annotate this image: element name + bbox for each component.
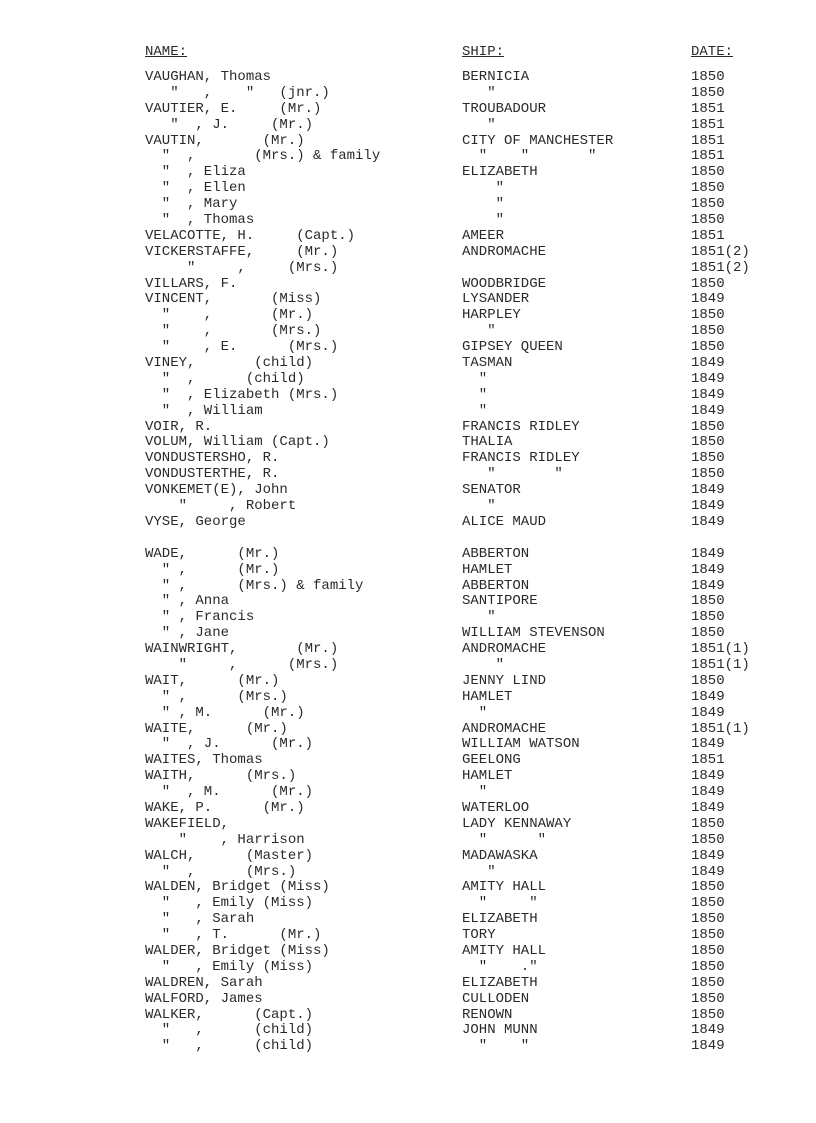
arrival-date: 1850 bbox=[691, 958, 725, 975]
passenger-name: " , J. (Mr.) bbox=[145, 116, 314, 133]
list-row bbox=[0, 594, 816, 610]
passenger-name: WALDEN, Bridget (Miss) bbox=[145, 879, 330, 896]
passenger-name: VICKERSTAFFE, (Mr.) bbox=[145, 243, 339, 260]
ship-name: " bbox=[462, 180, 505, 197]
passenger-name: " , M. (Mr.) bbox=[145, 784, 314, 801]
arrival-date: 1851 bbox=[691, 148, 725, 165]
passenger-name: " , Ellen bbox=[145, 180, 246, 197]
ship-name: CULLODEN bbox=[462, 990, 530, 1007]
passenger-name: " , Jane bbox=[145, 625, 230, 642]
passenger-name: WALCH, (Master) bbox=[145, 847, 314, 864]
passenger-name: VONKEMET(E), John bbox=[145, 482, 288, 499]
passenger-name: VOIR, R. bbox=[145, 418, 213, 435]
arrival-date: 1850 bbox=[691, 275, 725, 292]
arrival-date: 1850 bbox=[691, 339, 725, 356]
passenger-name: " , Robert bbox=[145, 498, 297, 515]
passenger-name: VAUGHAN, Thomas bbox=[145, 69, 272, 85]
arrival-date: 1849 bbox=[691, 847, 725, 864]
ship-name: " bbox=[462, 386, 488, 403]
arrival-date: 1851 bbox=[691, 752, 725, 769]
arrival-date: 1850 bbox=[691, 84, 725, 101]
passenger-name: WAINWRIGHT, (Mr.) bbox=[145, 641, 339, 658]
list-row bbox=[0, 690, 816, 706]
ship-name: ANDROMACHE bbox=[462, 641, 547, 658]
list-row bbox=[0, 435, 816, 451]
arrival-date: 1850 bbox=[691, 815, 725, 832]
ship-name: " " bbox=[462, 1038, 530, 1055]
list-row bbox=[0, 324, 816, 340]
list-row bbox=[0, 769, 816, 785]
passenger-name: " , Eliza bbox=[145, 164, 246, 181]
list-row bbox=[0, 706, 816, 722]
arrival-date: 1849 bbox=[691, 768, 725, 785]
ship-name: AMITY HALL bbox=[462, 942, 547, 959]
ship-name: MADAWASKA bbox=[462, 847, 538, 864]
ship-name: SANTIPORE bbox=[462, 593, 538, 610]
ship-name: THALIA bbox=[462, 434, 513, 451]
list-row bbox=[0, 213, 816, 229]
ship-name: SENATOR bbox=[462, 482, 521, 499]
list-row bbox=[0, 1008, 816, 1024]
ship-name: ANDROMACHE bbox=[462, 243, 547, 260]
ship-name: " " bbox=[462, 831, 547, 848]
passenger-name: " , (Mrs.) bbox=[145, 656, 339, 673]
passenger-name: " , William bbox=[145, 402, 263, 419]
ship-name: FRANCIS RIDLEY bbox=[462, 418, 580, 435]
arrival-date: 1851 bbox=[691, 116, 725, 133]
arrival-date: 1849 bbox=[691, 863, 725, 880]
ship-name: ABBERTON bbox=[462, 577, 530, 594]
ship-name: " bbox=[462, 116, 496, 133]
passenger-name: VAUTIER, E. (Mr.) bbox=[145, 100, 322, 117]
passenger-name: VOLUM, William (Capt.) bbox=[145, 434, 330, 451]
ship-name: " bbox=[462, 784, 488, 801]
list-row bbox=[0, 70, 816, 86]
list-row bbox=[0, 404, 816, 420]
arrival-date: 1851(2) bbox=[691, 259, 750, 276]
arrival-date: 1849 bbox=[691, 370, 725, 387]
arrival-date: 1849 bbox=[691, 402, 725, 419]
list-row bbox=[0, 1023, 816, 1039]
list-row bbox=[0, 261, 816, 277]
arrival-date: 1850 bbox=[691, 895, 725, 912]
list-row bbox=[0, 626, 816, 642]
list-row bbox=[0, 451, 816, 467]
list-row bbox=[0, 165, 816, 181]
column-headers bbox=[0, 44, 816, 62]
ship-name: RENOWN bbox=[462, 1006, 513, 1023]
list-row bbox=[0, 833, 816, 849]
ship-name: " bbox=[462, 609, 496, 626]
ship-name: HAMLET bbox=[462, 768, 513, 785]
arrival-date: 1850 bbox=[691, 69, 725, 85]
passenger-name: " , E. (Mrs.) bbox=[145, 339, 339, 356]
passenger-name: " , (Mrs.) bbox=[145, 259, 339, 276]
arrival-date: 1849 bbox=[691, 736, 725, 753]
list-row bbox=[0, 865, 816, 881]
passenger-name: WAITH, (Mrs.) bbox=[145, 768, 297, 785]
ship-name: " bbox=[462, 84, 496, 101]
list-row bbox=[0, 785, 816, 801]
ship-name: LYSANDER bbox=[462, 291, 530, 308]
passenger-name: WAITES, Thomas bbox=[145, 752, 263, 769]
passenger-name: WAKE, P. (Mr.) bbox=[145, 799, 305, 816]
passenger-name: " , (child) bbox=[145, 1022, 314, 1039]
arrival-date: 1849 bbox=[691, 498, 725, 515]
list-row bbox=[0, 118, 816, 134]
list-row bbox=[0, 896, 816, 912]
ship-name: LADY KENNAWAY bbox=[462, 815, 572, 832]
passenger-name: " , (Mr.) bbox=[145, 561, 280, 578]
passenger-list bbox=[0, 70, 816, 1055]
header-name: NAME: bbox=[145, 44, 188, 60]
list-row bbox=[0, 547, 816, 563]
ship-name: FRANCIS RIDLEY bbox=[462, 450, 580, 467]
arrival-date: 1850 bbox=[691, 307, 725, 324]
list-row bbox=[0, 722, 816, 738]
list-row bbox=[0, 245, 816, 261]
arrival-date: 1849 bbox=[691, 784, 725, 801]
arrival-date: 1850 bbox=[691, 927, 725, 944]
arrival-date: 1851 bbox=[691, 132, 725, 149]
arrival-date: 1850 bbox=[691, 672, 725, 689]
passenger-name: " , Anna bbox=[145, 593, 230, 610]
ship-name: ELIZABETH bbox=[462, 974, 538, 991]
passenger-name: " , Thomas bbox=[145, 212, 255, 229]
arrival-date: 1849 bbox=[691, 545, 725, 562]
passenger-name: VINCENT, (Miss) bbox=[145, 291, 322, 308]
list-row bbox=[0, 658, 816, 674]
passenger-name: WALKER, (Capt.) bbox=[145, 1006, 314, 1023]
list-row bbox=[0, 737, 816, 753]
passenger-name: VAUTIN, (Mr.) bbox=[145, 132, 305, 149]
list-row bbox=[0, 976, 816, 992]
ship-name: HAMLET bbox=[462, 561, 513, 578]
list-row bbox=[0, 340, 816, 356]
ship-name: JOHN MUNN bbox=[462, 1022, 538, 1039]
arrival-date: 1850 bbox=[691, 418, 725, 435]
ship-name: " bbox=[462, 656, 505, 673]
arrival-date: 1850 bbox=[691, 466, 725, 483]
passenger-name: WADE, (Mr.) bbox=[145, 545, 280, 562]
arrival-date: 1850 bbox=[691, 434, 725, 451]
arrival-date: 1849 bbox=[691, 291, 725, 308]
arrival-date: 1850 bbox=[691, 942, 725, 959]
list-row bbox=[0, 610, 816, 626]
arrival-date: 1851(1) bbox=[691, 641, 750, 658]
arrival-date: 1850 bbox=[691, 164, 725, 181]
arrival-date: 1850 bbox=[691, 990, 725, 1007]
ship-name: AMITY HALL bbox=[462, 879, 547, 896]
ship-name: TORY bbox=[462, 927, 496, 944]
passenger-name: " , (Mrs.) bbox=[145, 323, 322, 340]
list-row bbox=[0, 753, 816, 769]
arrival-date: 1849 bbox=[691, 688, 725, 705]
ship-name: WOODBRIDGE bbox=[462, 275, 547, 292]
passenger-name: WAITE, (Mr.) bbox=[145, 720, 288, 737]
passenger-name: " , Emily (Miss) bbox=[145, 895, 314, 912]
passenger-name: " , (Mr.) bbox=[145, 307, 314, 324]
list-row bbox=[0, 86, 816, 102]
ship-name: TASMAN bbox=[462, 355, 513, 372]
ship-name: ALICE MAUD bbox=[462, 513, 547, 530]
passenger-name: " , Elizabeth (Mrs.) bbox=[145, 386, 339, 403]
arrival-date: 1850 bbox=[691, 180, 725, 197]
list-row bbox=[0, 928, 816, 944]
ship-name: " bbox=[462, 196, 505, 213]
passenger-name: " , (child) bbox=[145, 370, 305, 387]
arrival-date: 1851 bbox=[691, 227, 725, 244]
ship-name: " " " bbox=[462, 148, 597, 165]
ship-name: JENNY LIND bbox=[462, 672, 547, 689]
list-row bbox=[0, 579, 816, 595]
passenger-name: WAIT, (Mr.) bbox=[145, 672, 280, 689]
ship-name: GIPSEY QUEEN bbox=[462, 339, 563, 356]
list-row bbox=[0, 499, 816, 515]
passenger-name: VYSE, George bbox=[145, 513, 246, 530]
list-row bbox=[0, 372, 816, 388]
arrival-date: 1849 bbox=[691, 561, 725, 578]
ship-name: " bbox=[462, 498, 496, 515]
list-row bbox=[0, 849, 816, 865]
list-row bbox=[0, 563, 816, 579]
list-row bbox=[0, 674, 816, 690]
passenger-name: " , Sarah bbox=[145, 911, 255, 928]
list-row bbox=[0, 880, 816, 896]
arrival-date: 1851(1) bbox=[691, 720, 750, 737]
arrival-date: 1849 bbox=[691, 1038, 725, 1055]
arrival-date: 1849 bbox=[691, 577, 725, 594]
passenger-name: " , J. (Mr.) bbox=[145, 736, 314, 753]
ship-name: ELIZABETH bbox=[462, 164, 538, 181]
passenger-name: " , (Mrs.) & family bbox=[145, 577, 364, 594]
list-row bbox=[0, 134, 816, 150]
passenger-name: WALDREN, Sarah bbox=[145, 974, 263, 991]
passenger-name: VONDUSTERTHE, R. bbox=[145, 466, 280, 483]
passenger-name: " , Francis bbox=[145, 609, 255, 626]
ship-name: ABBERTON bbox=[462, 545, 530, 562]
passenger-name: " , M. (Mr.) bbox=[145, 704, 305, 721]
ship-name: ELIZABETH bbox=[462, 911, 538, 928]
list-row bbox=[0, 531, 816, 547]
arrival-date: 1849 bbox=[691, 355, 725, 372]
list-row bbox=[0, 467, 816, 483]
passenger-name: " , Emily (Miss) bbox=[145, 958, 314, 975]
passenger-name: " , (Mrs.) & family bbox=[145, 148, 381, 165]
ship-name: WILLIAM STEVENSON bbox=[462, 625, 605, 642]
arrival-date: 1850 bbox=[691, 593, 725, 610]
ship-name: ANDROMACHE bbox=[462, 720, 547, 737]
ship-name: BERNICIA bbox=[462, 69, 530, 85]
passenger-name: " , (Mrs.) bbox=[145, 688, 288, 705]
ship-name: " bbox=[462, 323, 496, 340]
list-row bbox=[0, 420, 816, 436]
arrival-date: 1850 bbox=[691, 196, 725, 213]
passenger-name: " , Mary bbox=[145, 196, 238, 213]
passenger-name: WALDER, Bridget (Miss) bbox=[145, 942, 330, 959]
ship-name: " bbox=[462, 402, 488, 419]
arrival-date: 1850 bbox=[691, 911, 725, 928]
list-row bbox=[0, 912, 816, 928]
arrival-date: 1850 bbox=[691, 323, 725, 340]
passenger-name: VELACOTTE, H. (Capt.) bbox=[145, 227, 356, 244]
list-row bbox=[0, 388, 816, 404]
arrival-date: 1849 bbox=[691, 704, 725, 721]
list-row bbox=[0, 515, 816, 531]
ship-name: TROUBADOUR bbox=[462, 100, 547, 117]
list-row bbox=[0, 292, 816, 308]
arrival-date: 1849 bbox=[691, 799, 725, 816]
arrival-date: 1850 bbox=[691, 609, 725, 626]
ship-name: " " bbox=[462, 466, 563, 483]
ship-name: HARPLEY bbox=[462, 307, 521, 324]
passenger-name: VINEY, (child) bbox=[145, 355, 314, 372]
arrival-date: 1849 bbox=[691, 513, 725, 530]
header-date: DATE: bbox=[691, 44, 734, 60]
passenger-name: " , Harrison bbox=[145, 831, 305, 848]
ship-name: " bbox=[462, 212, 505, 229]
ship-name: " ." bbox=[462, 958, 538, 975]
arrival-date: 1851(1) bbox=[691, 656, 750, 673]
ship-name: WILLIAM WATSON bbox=[462, 736, 580, 753]
list-row bbox=[0, 483, 816, 499]
list-row bbox=[0, 944, 816, 960]
arrival-date: 1851(2) bbox=[691, 243, 750, 260]
ship-name: " " bbox=[462, 895, 538, 912]
passenger-name: WAKEFIELD, bbox=[145, 815, 230, 832]
list-row bbox=[0, 642, 816, 658]
arrival-date: 1849 bbox=[691, 386, 725, 403]
passenger-name: VILLARS, F. bbox=[145, 275, 238, 292]
ship-name: " bbox=[462, 704, 488, 721]
list-row bbox=[0, 181, 816, 197]
list-row bbox=[0, 1039, 816, 1055]
passenger-name: WALFORD, James bbox=[145, 990, 263, 1007]
ship-name: CITY OF MANCHESTER bbox=[462, 132, 614, 149]
arrival-date: 1851 bbox=[691, 100, 725, 117]
list-row bbox=[0, 356, 816, 372]
passenger-name: " , " (jnr.) bbox=[145, 84, 330, 101]
arrival-date: 1850 bbox=[691, 974, 725, 991]
list-row bbox=[0, 197, 816, 213]
list-row bbox=[0, 308, 816, 324]
arrival-date: 1850 bbox=[691, 879, 725, 896]
list-row bbox=[0, 277, 816, 293]
passenger-name: VONDUSTERSHO, R. bbox=[145, 450, 280, 467]
ship-name: AMEER bbox=[462, 227, 505, 244]
arrival-date: 1850 bbox=[691, 1006, 725, 1023]
arrival-date: 1850 bbox=[691, 831, 725, 848]
list-row bbox=[0, 960, 816, 976]
ship-name: " bbox=[462, 370, 488, 387]
ship-name: GEELONG bbox=[462, 752, 521, 769]
passenger-name: " , (child) bbox=[145, 1038, 314, 1055]
ship-name: " bbox=[462, 863, 496, 880]
passenger-name: " , T. (Mr.) bbox=[145, 927, 322, 944]
list-row bbox=[0, 229, 816, 245]
ship-name: HAMLET bbox=[462, 688, 513, 705]
list-row bbox=[0, 102, 816, 118]
ship-name: WATERLOO bbox=[462, 799, 530, 816]
list-row bbox=[0, 149, 816, 165]
list-row bbox=[0, 817, 816, 833]
arrival-date: 1850 bbox=[691, 450, 725, 467]
arrival-date: 1849 bbox=[691, 482, 725, 499]
arrival-date: 1850 bbox=[691, 212, 725, 229]
passenger-name: " , (Mrs.) bbox=[145, 863, 297, 880]
list-row bbox=[0, 992, 816, 1008]
arrival-date: 1850 bbox=[691, 625, 725, 642]
list-row bbox=[0, 801, 816, 817]
header-ship: SHIP: bbox=[462, 44, 505, 60]
arrival-date: 1849 bbox=[691, 1022, 725, 1039]
